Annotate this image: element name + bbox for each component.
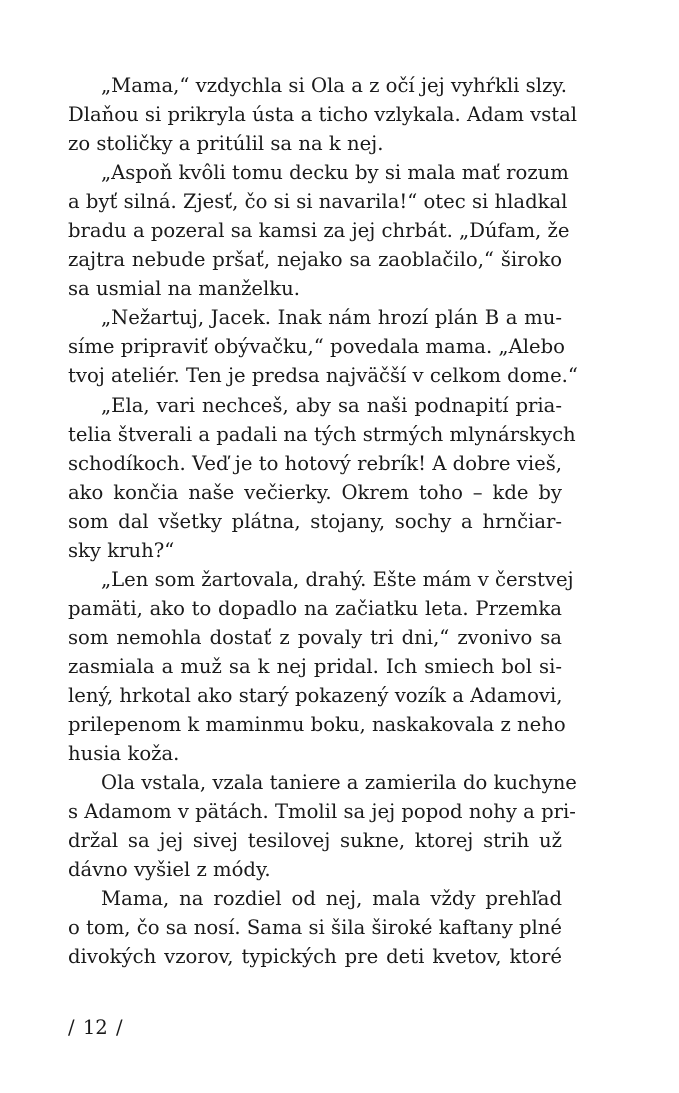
- text-line: lený, hrkotal ako starý pokazený vozík a Adamovi,: [68, 683, 563, 707]
- text-line: schodíkoch. Veď je to hotový rebrík! A dobre vieš,: [68, 451, 562, 475]
- text-line: síme pripraviť obývačku,“ povedala mama. „Alebo: [68, 335, 565, 359]
- text-line: Mama, na rozdiel od nej, mala vždy prehľad: [101, 887, 562, 911]
- text-line: tvoj ateliér. Ten je predsa najväčší v celkom dome.“: [68, 364, 578, 388]
- text-line: Dlaňou si prikryla ústa a ticho vzlykala. Adam vstal: [68, 103, 578, 127]
- text-line: „Nežartuj, Jacek. Inak nám hrozí plán B a mu-: [101, 306, 562, 330]
- text-line: „Len som žartovala, drahý. Ešte mám v čerstvej: [101, 567, 574, 591]
- text-line: husia koža.: [68, 742, 180, 766]
- text-line: pamäti, ako to dopadlo na začiatku leta. Przemka: [68, 596, 562, 620]
- text-line: bradu a pozeral sa kamsi za jej chrbát. „Dúfam, že: [68, 219, 570, 243]
- text-line: divokých vzorov, typických pre deti kvetov, ktoré: [68, 945, 562, 969]
- text-line: „Mama,“ vzdychla si Ola a z očí jej vyhŕkli slzy.: [101, 74, 567, 97]
- text-line: dávno vyšiel z módy.: [68, 858, 271, 882]
- text-line: Ola vstala, vzala taniere a zamierila do kuchyne: [101, 771, 577, 795]
- text-line: o tom, čo sa nosí. Sama si šila široké kaftany plné: [68, 916, 563, 940]
- text-line: ako končia naše večierky. Okrem toho – kde by: [68, 480, 562, 504]
- text-line: som nemohla dostať z povaly tri dni,“ zvonivo sa: [68, 625, 562, 649]
- text-line: som dal všetky plátna, stojany, sochy a hrnčiar-: [68, 509, 562, 533]
- page-number: / 12 /: [68, 1016, 123, 1039]
- text-line: sky kruh?“: [68, 538, 175, 562]
- text-line: „Ela, vari nechceš, aby sa naši podnapití pria-: [101, 393, 562, 417]
- text-line: držal sa jej sivej tesilovej sukne, ktorej strih už: [68, 829, 562, 853]
- text-line: sa usmial na manželku.: [68, 277, 300, 301]
- text-line: a byť silná. Zjesť, čo si si navarila!“ otec si hladkal: [68, 190, 568, 214]
- text-line: zo stoličky a pritúlil sa na k nej.: [68, 132, 384, 156]
- text-line: prilepenom k maminmu boku, naskakovala z neho: [68, 713, 566, 737]
- text-line: s Adamom v pätách. Tmolil sa jej popod nohy a pri-: [68, 800, 576, 824]
- text-line: telia štverali a padali na tých strmých mlynárskych: [68, 422, 576, 446]
- text-line: zajtra nebude pršať, nejako sa zaoblačilo,“ široko: [68, 248, 562, 272]
- text-line: „Aspoň kvôli tomu decku by si mala mať rozum: [101, 161, 569, 185]
- text-line: zasmiala a muž sa k nej pridal. Ich smiech bol si-: [68, 654, 562, 678]
- body-text: [68, 71, 578, 971]
